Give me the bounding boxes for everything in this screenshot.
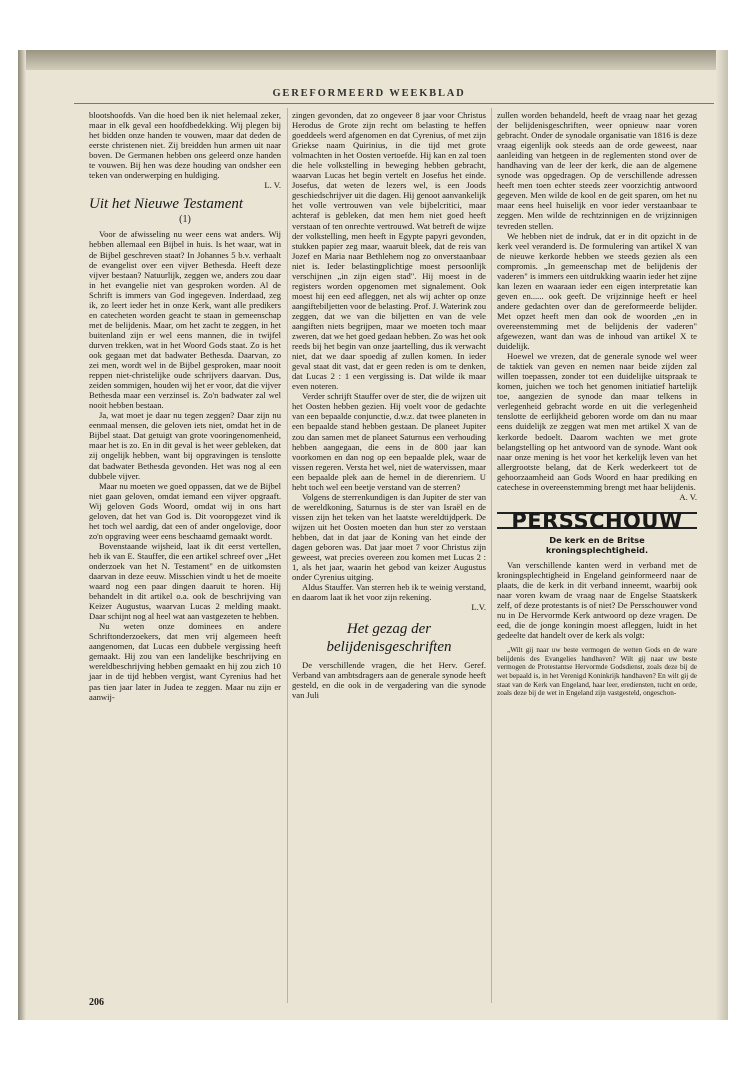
column-left (89, 110, 281, 702)
signature: L. V. (264, 180, 281, 191)
paragraph: zingen gevonden, dat zo ongeveer 8 jaar voor Christus Herodus de Grote zijn recht om belasting te heffen goeddeels werd afgenomen en dat Cyrenius, of met zijn Griekse naam Quirinius, in die tijd met grote volmachten in het Oosten vertoefde. Hij kan en zal toen die hele volkstelling in beweging hebben gebracht, waarvan Lucas het begin vertelt en Josefus het einde. Josefus, dat weten de lezers wel, is een Joods geschiedschrijver uit die dagen. Hij genoot aanvankelijk het volle vertrouwen van vele bijbelcritici, maar achteraf is gebleken, dat men hem niet goed heeft verstaan of ten onrechte vertrouwd. Wat betreft de wijze der volkstelling, men heeft in Egypte papyri gevonden, stukken papier zeg maar, waaruit bleek, dat de reis van Jozef en Maria naar Bethlehem nog zo onverstaanbaar niet is. Ieder belastingplichtige moest persoonlijk verschijnen „in zijn eigen stad". Hij moest in de registers worden opgenomen met signalement. Ook moest hij een eed afleggen, net als wij achter op onze aangiftebiljetten voor de belasting. Prof. J. Waterink zou zeggen, dat we van die biljetten en van de vele aangiften niets begrijpen, maar we moeten toch maar zweren, dat we het goed gedaan hebben. Zo was het ook reeds bij het begin van onze jaartelling, dus ik verwacht niet, dat we daar spoedig af zullen komen. In ieder geval staat dit vast, dat er geen reden is om te denken, dat Lucas 2 : 1 een vergissing is. Dat wilde ik maar even noteren. (292, 110, 486, 392)
paragraph: Bovenstaande wijsheid, laat ik dit eerst vertellen, heb ik van E. Stauffer, die een artikel schreef over „Het onderzoek van het N. Testament" en de uitkomsten daarvan in deze eeuw. Misschien vindt u het de moeite waard nog een paar dingen daaruit te horen. Hij behandelt in dit artikel o.a. ook de beschrijving van Keizer Augustus, waarvan Lucas 2 melding maakt. Daar schijnt nog al heel wat aan vastgezeten te hebben. (89, 540, 281, 622)
scan-top-edge (18, 50, 728, 70)
running-header: GEREFORMEERD WEEKBLAD (272, 88, 466, 99)
paragraph: Voor de afwisseling nu weer eens wat anders. Wij hebben allemaal een Bijbel in huis. Is het waar, wat in de Bijbel geschreven staat? In Johannes 5 b.v. verhaalt de evangelist over een vijver Bethesda. Heeft deze vijver bestaan? Natuurlijk, zeggen we, anders zou daar in het evangelie niet van gesproken worden. Al de Schrift is immers van God ingegeven. Inderdaad, zeg ik, zo leert ieder het in onze Kerk, want alle predikers en catecheten worden geacht te staan in gemeenschap met de belijdenis. Maar, om het zacht te zeggen, in het buitenland zijn er wel eens mannen, die in twijfel durven trekken, wat in het Woord Gods staat. Zo is het ook gegaan met dat badwater Bethesda. Daarvan, zo zei men, wordt wel in de Bijbel gesproken, maar nooit reppen niet-christelijke oude schrijvers daarvan. Dus, zeiden sommigen, houden wij het er voor, dat die vijver Bethesda maar een verzinsel is. Zo'n badwater zal wel nooit hebben bestaan. (89, 229, 281, 411)
paragraph: Nu weten onze dominees en andere Schriftonderzoekers, dat men vrij algemeen heeft aangenomen, dat Lucas een dubbele vergissing heeft gemaakt. Hij zou van een landelijke beschrijving en wereldbeschrijving hebben gemaakt en hij zou zich 10 jaar in de tijd hebben vergist, want Cyrenius had het pas tien jaar later in Judea te zeggen. Maar nu zijn er aanwij- (89, 621, 281, 702)
section-title: PERSSCHOUW (497, 512, 697, 529)
signature: L.V. (471, 602, 486, 613)
paragraph: Ja, wat moet je daar nu tegen zeggen? Daar zijn nu eenmaal mensen, die geloven iets niet, omdat het in de Bijbel staat. Dat getuigt van grote vooringenomenheid, maar het is zo. En in dit geval is het weer gebleken, dat zij ongelijk hebben, want bij opgravingen is tenslotte dat badwater Bethesda gevonden. Het was nog al een dubbele vijver. (89, 410, 281, 481)
paragraph: Maar nu moeten we goed oppassen, dat we de Bijbel niet gaan geloven, omdat iemand een vijver opgraaft. Wij geloven Gods Woord, omdat wij in ons hart geloven, dat het van God is. Dit vooropgezet vind ik het toch wel aardig, dat een of ander ongelovige, door zo'n opgraving weer eens beschaamd gemaakt wordt. (89, 480, 281, 541)
paragraph: Hoewel we vrezen, dat de generale synode wel weer de taktiek van geven en nemen naar beide zijden zal willen toepassen, zonder tot een duidelijke uitspraak te komen, juichen we toch het genomen initiatief hartelijk toe, aangezien de synode dan maar telkens in verlegenheid gebracht worde en uit die verlegenheid tenslotte de eerlijkheid geboren worde om dan nu maar eens duidelijk ze zeggen wat men met artikel X van de kerkorde bedoelt. Daarom wachten we met grote belangstelling op het antwoord van de synode. Want ook naar onze mening is het voor het kerkelijk leven van het allergrootste belang, dat de Kerk wederkeert tot de gehoorzaamheid aan Gods Woord en haar prediking en catechese in overeenstemming brengt met haar belijdenis. (497, 351, 697, 492)
signature: A. V. (679, 491, 697, 502)
paragraph: Van verschillende kanten werd in verband met de kroningsplechtigheid in Engeland geinformeerd naar de plaats, die de kerk in dit verband inneemt, waarbij ook naar voren kwam de vraag naar de Engelse Staatskerk zelf, of deze protestants is of niet? De Persschouwer vond nu in De Hervormde Kerk antwoord op deze vragen. De eed, die de jonge koningin moest afleggen, luidt in het gedeelte dat handelt over de kerk als volgt: (497, 559, 697, 641)
scan-right-edge (716, 50, 728, 1020)
quote-paragraph: „Wilt gij naar uw beste vermogen de wetten Gods en de ware belijdenis des Evangelies handhaven? Wilt gij naar uw beste vermogen de Protestantse Hervormde Godsdienst, zoals deze bij de wet bepaald is, in het Verenigd Koninkrijk handhaven? En wilt gij de staat van de Kerk van Engeland, haar leer, erediensten, tucht en orde, zoals deze bij de wet in Engeland zijn vastgesteld, ongeschon- (497, 646, 697, 698)
page-number: 206 (89, 997, 104, 1008)
column-right (497, 110, 697, 698)
paragraph: Aldus Stauffer. Van sterren heb ik te weinig verstand, en daarom laat ik het voor zijn rekening. (292, 582, 486, 603)
header-rule (74, 103, 714, 104)
paragraph: De verschillende vragen, die het Herv. Geref. Verband van ambtsdragers aan de generale synode heeft gesteld, en die ook in de vergadering van die synode van Juli (292, 660, 486, 701)
column-divider (287, 108, 288, 1003)
article-title: Het gezag der belijdenisgeschriften (326, 621, 452, 656)
column-middle (292, 110, 486, 701)
section-subtitle: De kerk en de Britse kroningsplechtigheid. (545, 534, 649, 555)
scan-left-edge (18, 50, 26, 1020)
paragraph: blootshoofds. Van die hoed ben ik niet helemaal zeker, maar in elk geval een hoofdbedekking. Wij plegen bij het bidden onze handen te vouwen, maar dat deden de eerste christenen niet. Zij breidden hun armen uit naar boven. De Germanen hebben ons geleerd onze handen te vouwen. Bij hen was deze houding van ondsher een teken van onderwerping en huldiging. (89, 110, 281, 181)
paragraph: Volgens de sterrenkundigen is dan Jupiter de ster van de wereldkoning, Saturnus is de ster van Israël en de vissen zijn het teken van het laatste wereldtijdperk. De wijzen uit het Oosten moeten dan hun ster zo verstaan hebben, dat in dat jaar de Koning van het einde der dagen geboren was. Dat jaar moet 7 voor Christus zijn geweest, wat precies overeen zou komen met Lucas 2 : 1, als het jaar, waarin het gebod van keizer Augustus onder Cyrenius uitging. (292, 491, 486, 583)
paragraph: zullen worden behandeld, heeft de vraag naar het gezag der belijdenisgeschriften, weer opnieuw naar voren gebracht. Onder de synodale organisatie van 1816 is deze vraag eigenlijk ook steeds aan de orde geweest, naar aanleiding van hetgeen in de reglementen stond over de handhaving van de leer der kerk, die aan de algemene synode was opgedragen. Op de verschillende adressen heeft men toen echter steeds zeer voorzichtig antwoord gegeven. Men wilde de kool en de geit sparen, om het nu maar eens heel huiselijk en voor ieder verstaanbaar te zeggen. Men wilde de rechtzinnigen en de vrijzinnigen tevreden stellen. (497, 110, 697, 231)
column-divider (491, 108, 492, 1003)
paragraph: We hebben niet de indruk, dat er in dit opzicht in de kerk veel veranderd is. De formulering van artikel X van de nieuwe kerkorde hebben we steeds gezien als een compromis. „In gemeenschap met de belijdenis der vaderen" is immers een uitdrukking waarin ieder het zijne kan lezen en waaraan ieder een eigen interpretatie kan geven en...... ook geeft. De vrijzinnige heeft er heel andere gedachten over dan de gereformeerde belijder. Met opzet heeft men dan ook de woorden „en in overeenstemming met de belijdenis der vaderen" afgewezen, want dan was de inhoud van artikel X te duidelijk. (497, 230, 697, 352)
article-title: Uit het Nieuwe Testament (89, 196, 244, 213)
paragraph: Verder schrijft Stauffer over de ster, die de wijzen uit het Oosten hebben gezien. Hij voelt voor de gedachte van een bepaalde conjunctie, d.w.z. dat twee planeten in een bepaalde stand hebben gestaan. De planeet Jupiter zou dan samen met de planeet Saturnus een verhouding hebben aangegaan, die eens in de 800 jaar kan voorkomen en dan nog op een bepaalde plek, waar de vissen regeren. Versta het wel, niet de watervissen, maar een bepaalde plek aan de hemel in de dierenriem. U hebt toch wel een beetje verstand van de sterren? (292, 391, 486, 492)
article-number: (1) (179, 214, 191, 226)
